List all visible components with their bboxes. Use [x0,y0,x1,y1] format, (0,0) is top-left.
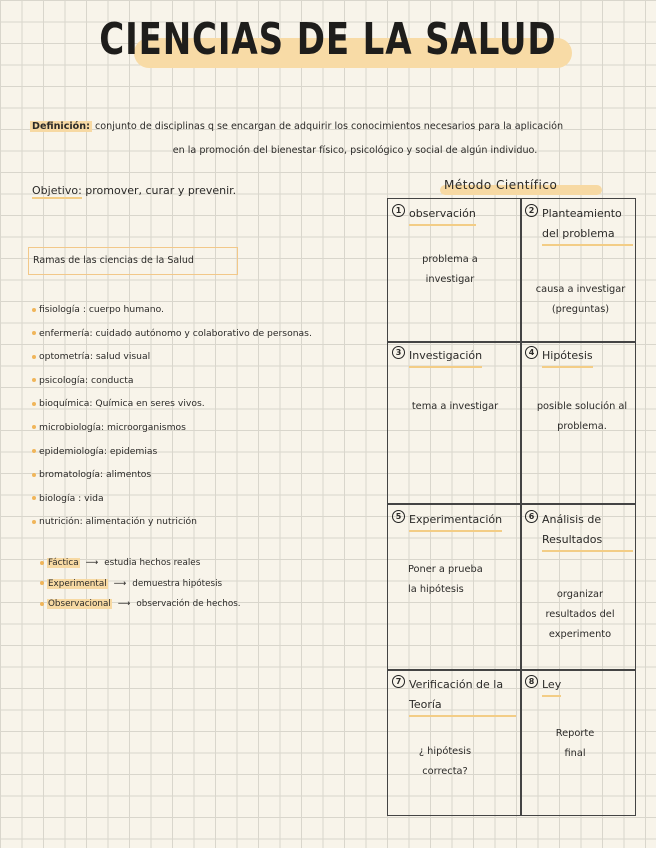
definition-line-2: en la promoción del bienestar físico, psicológico y social de algún individuo. [172,145,538,156]
step-number: 4 [525,346,538,359]
bullet-icon [32,308,36,312]
step-title: observación [409,204,476,226]
list-item: epidemiología: epidemias [32,440,312,464]
method-step-6 [525,510,633,552]
arrow-right-icon: ⟶ [113,578,127,589]
step-description: ¿ hipótesis correcta? [418,746,472,777]
list-item: psicología: conducta [32,369,312,393]
bullet-icon [32,425,36,429]
science-types-list [40,553,241,615]
grid-divider [387,341,636,343]
list-item: Observacional ⟶ observación de hechos. [40,594,241,615]
grid-divider [520,198,522,816]
objective-label: Objetivo: [32,184,82,197]
step-number: 2 [525,204,538,217]
method-step-3 [392,346,516,368]
step-title: Análisis de Resultados [542,510,633,552]
method-step-7 [392,675,516,717]
step-title: Verificación de la Teoría [409,675,516,717]
arrow-right-icon: ⟶ [117,599,131,609]
bullet-icon [32,496,36,500]
step-number: 7 [392,675,405,688]
method-step-2 [525,204,633,246]
page-title: CIENCIAS DE LA SALUD [99,14,557,65]
step-description: causa a investigar (preguntas) [535,284,626,315]
bullet-icon [32,378,36,382]
step-title: Ley [542,675,561,697]
branches-list [32,298,312,534]
bullet-icon [32,520,36,524]
arrow-right-icon: ⟶ [85,558,99,568]
definition-line-1: conjunto de disciplinas q se encargan de adquirir los conocimientos necesarios para la aplicación [95,121,564,132]
list-item: enfermería: cuidado autónomo y colaborativo de personas. [32,322,312,346]
list-item: bromatología: alimentos [32,463,312,487]
list-item: optometría: salud visual [32,345,312,369]
method-step-5 [392,510,516,532]
objective-text: promover, curar y prevenir. [85,184,237,197]
method-step-8 [525,675,633,697]
bullet-icon [40,581,44,585]
list-item: nutrición: alimentación y nutrición [32,510,312,534]
step-description: posible solución al problema. [536,401,628,432]
step-number: 1 [392,204,405,217]
list-item: microbiología: microorganismos [32,416,312,440]
list-item: Fáctica ⟶ estudia hechos reales [40,553,241,574]
list-item: bioquímica: Química en seres vivos. [32,392,312,416]
step-title: Investigación [409,346,482,368]
objective-block [32,184,236,197]
step-description: organizar resultados del experimento [545,589,615,640]
definition-block [30,115,640,163]
bullet-icon [32,402,36,406]
step-description: Poner a prueba la hipótesis [408,564,483,595]
list-item: biología : vida [32,487,312,511]
step-title: Planteamiento del problema [542,204,633,246]
bullet-icon [32,473,36,477]
bullet-icon [32,449,36,453]
bullet-icon [32,331,36,335]
step-description: Reporte final [555,728,595,759]
definition-label: Definición: [32,121,90,132]
method-title: Método Científico [444,178,558,192]
grid-divider [387,669,636,671]
step-description: problema a investigar [422,254,478,285]
step-description: tema a investigar [411,401,499,412]
step-number: 3 [392,346,405,359]
step-number: 6 [525,510,538,523]
list-item: Experimental ⟶ demuestra hipótesis [40,574,241,595]
list-item: fisiología : cuerpo humano. [32,298,312,322]
bullet-icon [32,355,36,359]
branches-heading: Ramas de las ciencias de la Salud [28,247,238,275]
step-title: Experimentación [409,510,502,532]
step-number: 5 [392,510,405,523]
title-block [0,14,656,65]
grid-divider [387,503,636,505]
bullet-icon [40,561,44,565]
step-title: Hipótesis [542,346,593,368]
bullet-icon [40,602,44,606]
method-step-4 [525,346,633,368]
step-number: 8 [525,675,538,688]
method-step-1 [392,204,516,226]
